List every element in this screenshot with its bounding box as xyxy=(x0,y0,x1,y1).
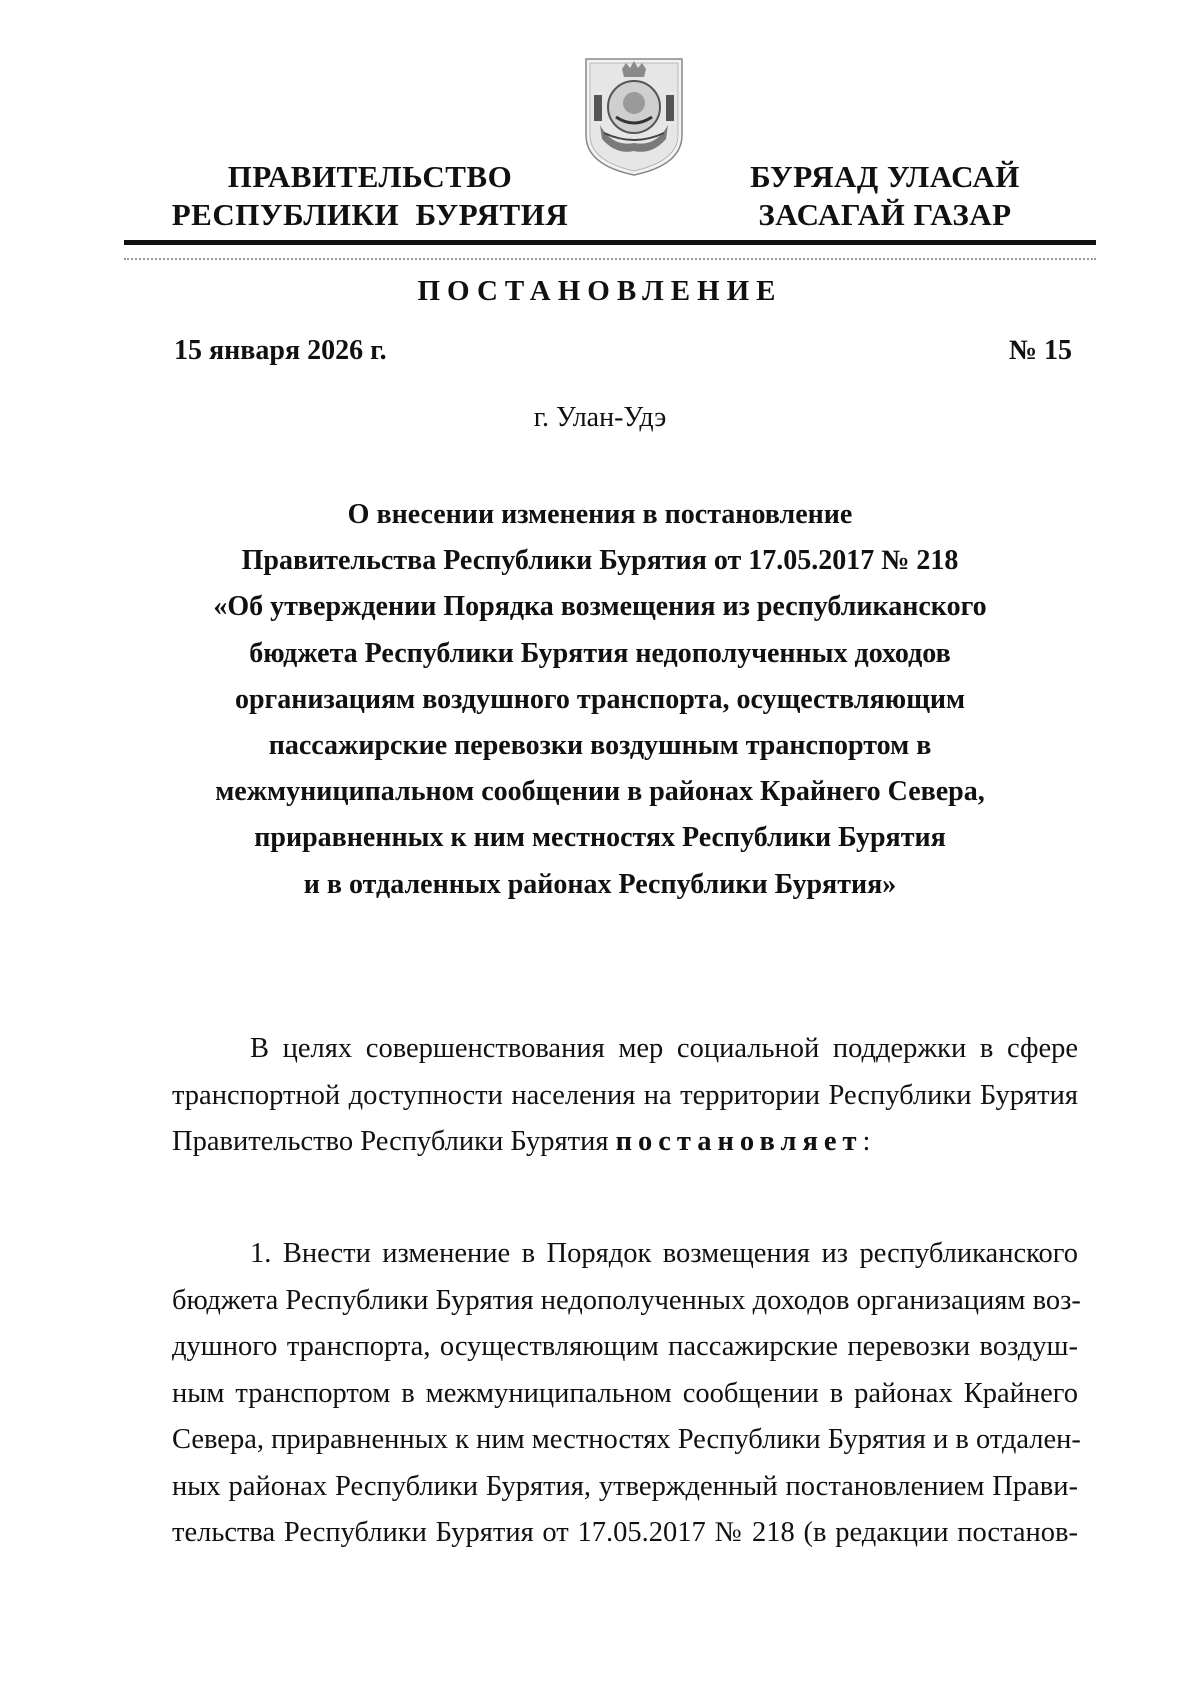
org-right-line-2: ЗАСАГАЙ ГАЗАР xyxy=(758,197,1012,232)
paragraph-line: душного транспорта, осуществляющим пассажирские перевозки воздуш- xyxy=(172,1331,1078,1362)
title-line: «Об утверждении Порядка возмещения из республиканского xyxy=(213,591,987,623)
title-line: пассажирские перевозки воздушным транспортом в xyxy=(268,730,932,762)
document-type: ПОСТАНОВЛЕНИЕ xyxy=(417,275,783,307)
title-line: Правительства Республики Бурятия от 17.05.2017 № 218 xyxy=(241,545,959,577)
government-name-buryat xyxy=(735,158,1035,234)
header-divider-thin xyxy=(124,258,1096,260)
paragraph-line: транспортной доступности населения на территории Республики Бурятия xyxy=(172,1079,1078,1111)
title-line: и в отдаленных районах Республики Бурятия» xyxy=(303,868,897,900)
coat-of-arms-icon xyxy=(582,55,686,179)
paragraph-line: 1. Внести изменение в Порядок возмещения из республиканского xyxy=(250,1238,1078,1269)
document-number: № 15 xyxy=(1008,335,1072,366)
org-left-line-2: РЕСПУБЛИКИ БУРЯТИЯ xyxy=(171,197,569,232)
paragraph-line: тельства Республики Бурятия от 17.05.2017 № 218 (в редакции постанов- xyxy=(172,1517,1078,1548)
title-line: бюджета Республики Бурятия недополученных доходов xyxy=(249,637,951,669)
preamble-prefix: Правительство Республики Бурятия xyxy=(172,1126,616,1157)
org-right-line-1: БУРЯАД УЛАСАЙ xyxy=(750,159,1020,194)
title-line: межмуниципальном сообщении в районах Крайнего Севера, xyxy=(215,776,985,808)
paragraph-line: бюджета Республики Бурятия недополученных доходов организациям воз- xyxy=(172,1284,1081,1316)
document-city: г. Улан-Удэ xyxy=(533,402,667,433)
preamble-suffix: : xyxy=(862,1126,871,1157)
document-date: 15 января 2026 г. xyxy=(174,335,387,366)
org-left-line-1: ПРАВИТЕЛЬСТВО xyxy=(227,159,513,194)
paragraph-line: Севера, приравненных к ним местностях Республики Бурятия и в отдален- xyxy=(172,1424,1081,1455)
title-line: приравненных к ним местностях Республики Бурятия xyxy=(254,822,946,854)
government-name-russian xyxy=(170,158,570,234)
title-line: О внесении изменения в постановление xyxy=(347,499,853,530)
paragraph-line: ных районах Республики Бурятия, утвержденный постановлением Прави- xyxy=(172,1470,1078,1502)
paragraph-line xyxy=(172,1119,1078,1166)
title-line: организациям воздушного транспорта, осуществляющим xyxy=(234,683,966,715)
paragraph-line: В целях совершенствования мер социальной поддержки в сфере xyxy=(250,1033,1078,1064)
paragraph-line: ным транспортом в межмуниципальном сообщении в районах Крайнего xyxy=(172,1377,1078,1409)
clause-1-paragraph xyxy=(172,1231,1081,1557)
preamble-paragraph xyxy=(172,1026,1078,1166)
document-title xyxy=(150,492,1050,908)
decree-keyword: постановляет xyxy=(615,1126,863,1157)
header-divider-thick xyxy=(124,240,1096,245)
